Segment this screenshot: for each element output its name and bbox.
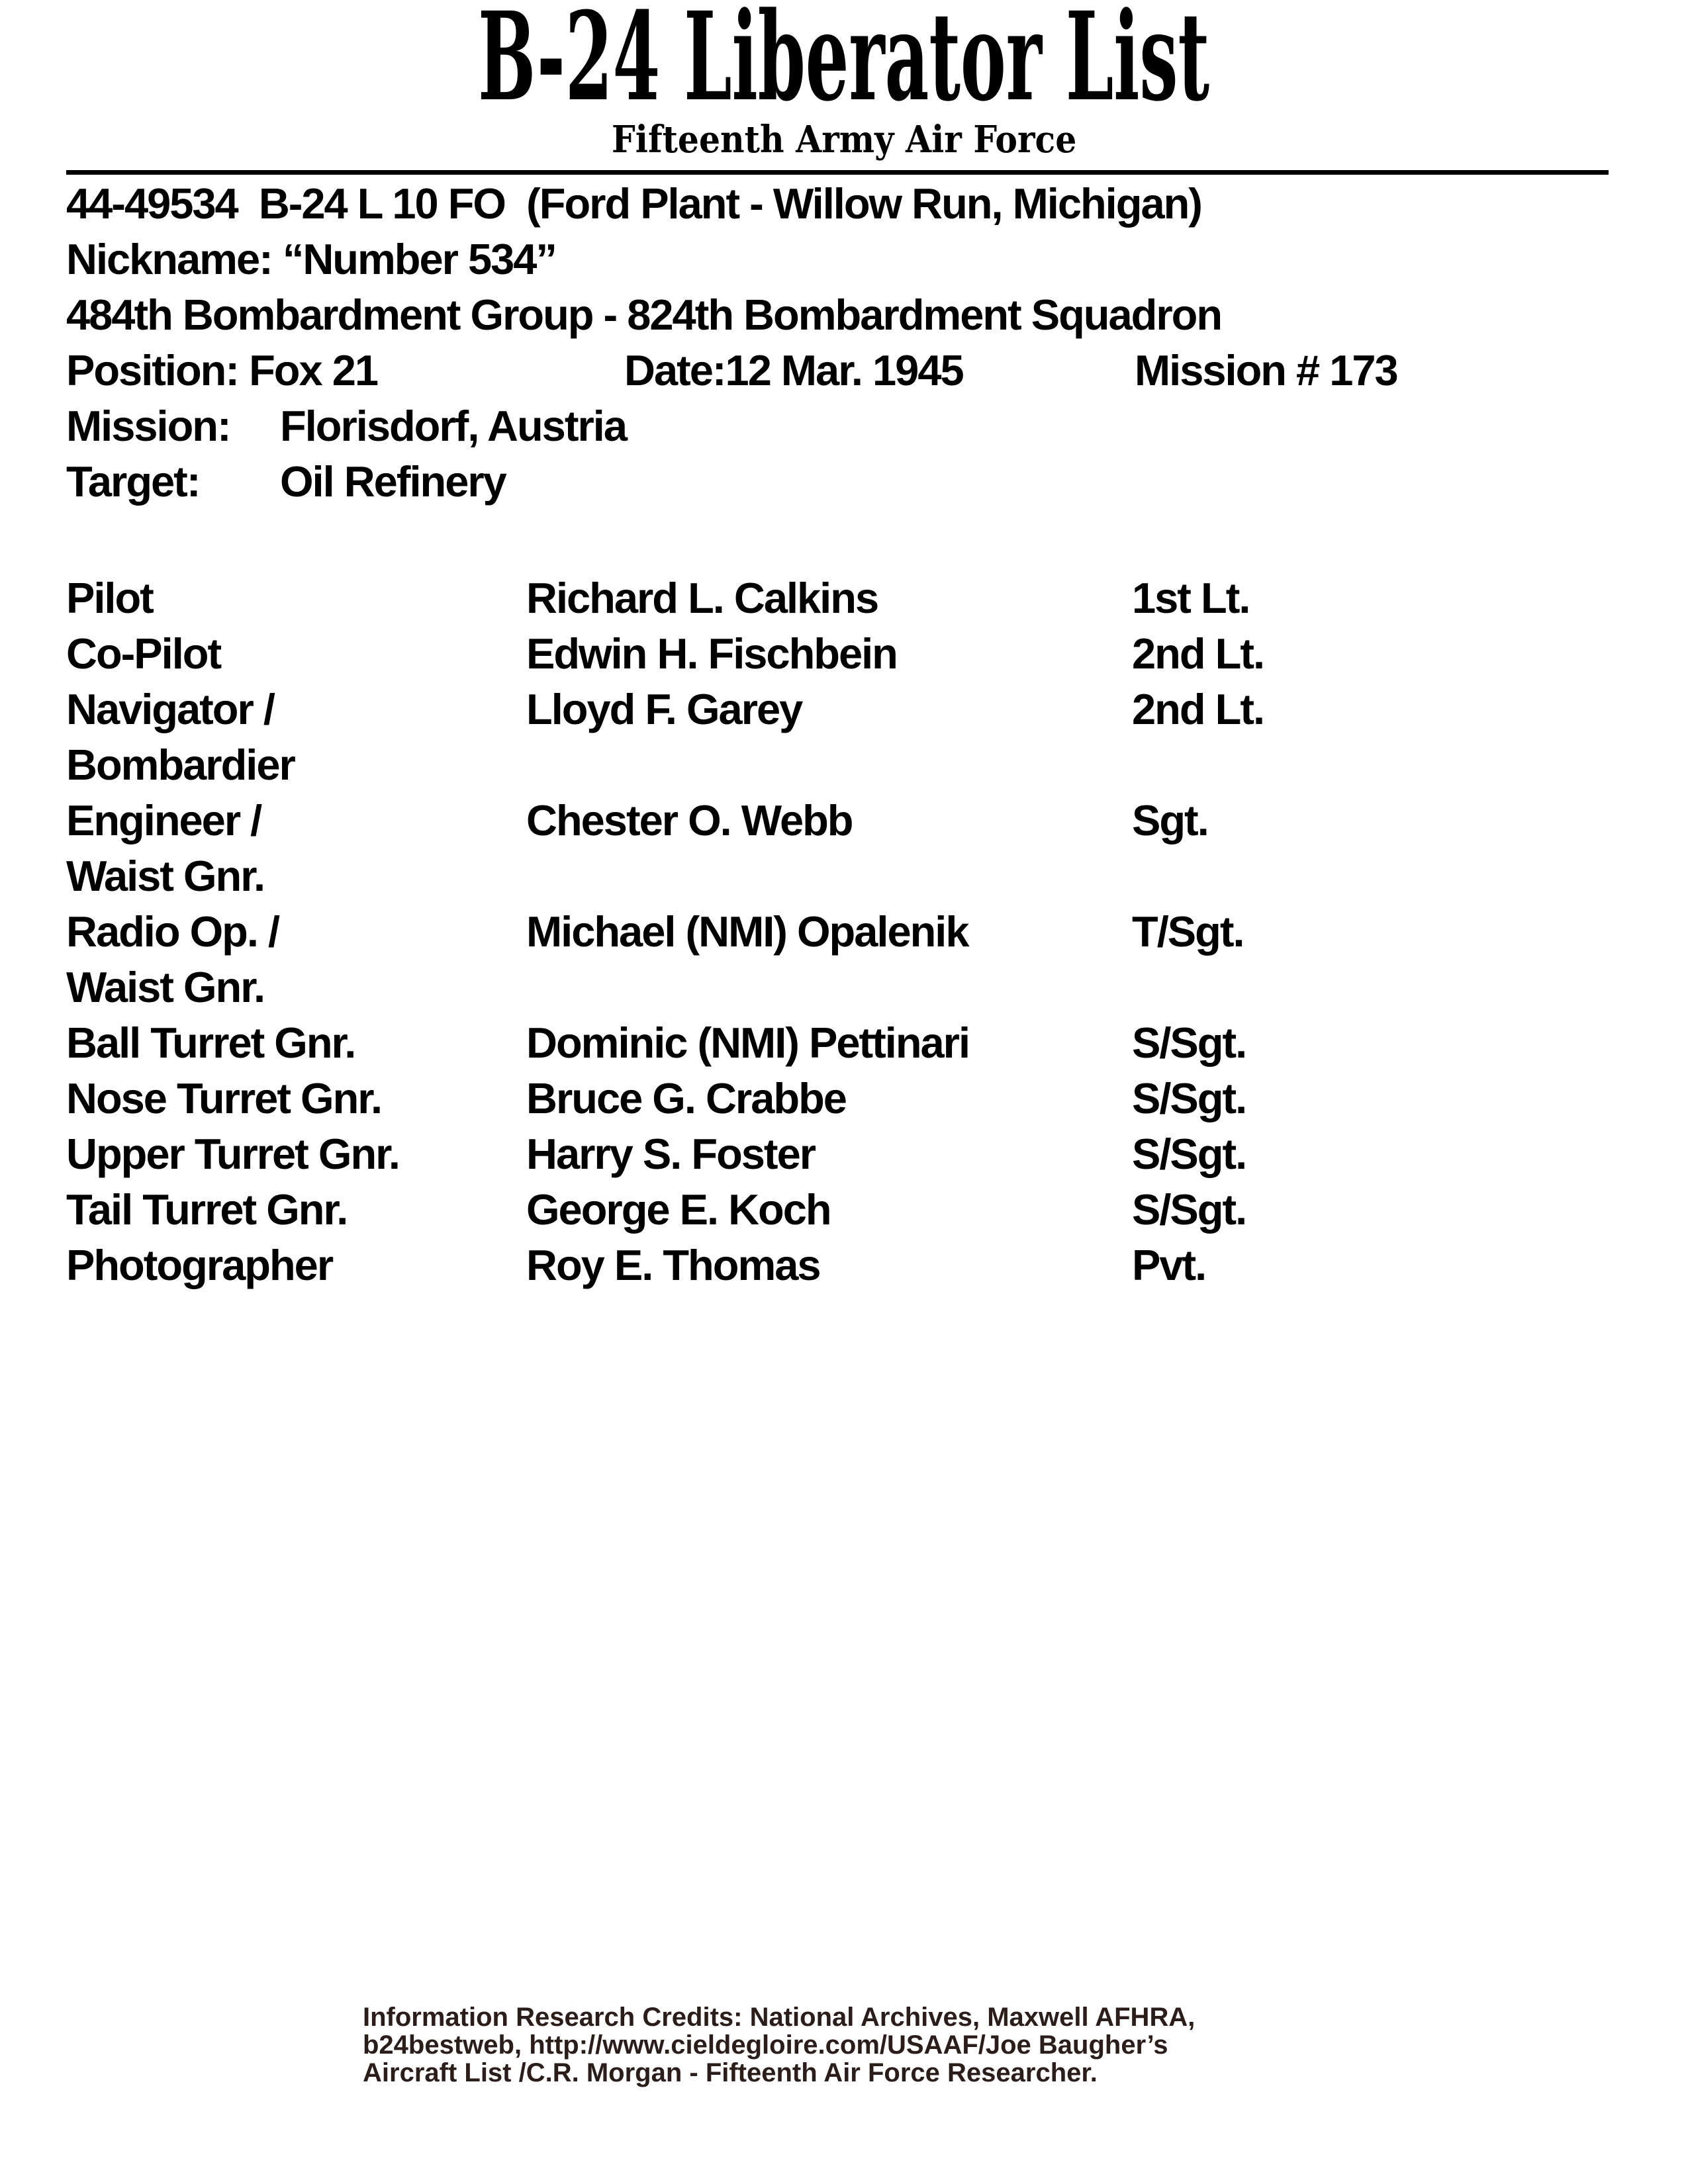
crew-name: Roy E. Thomas [526, 1241, 820, 1289]
crew-name: Richard L. Calkins [526, 574, 878, 622]
mission-value: Florisdorf, Austria [280, 402, 626, 450]
crew-name: George E. Koch [526, 1185, 831, 1234]
nickname-label: Nickname: [66, 235, 272, 283]
date-label: Date: [624, 346, 726, 394]
header-divider [66, 170, 1609, 175]
crew-role-line1: Nose Turret Gnr. [66, 1074, 382, 1122]
crew-role [66, 1071, 526, 1126]
crew-role-line2: Bombardier [66, 741, 295, 789]
table-row [66, 626, 1655, 682]
table-row [66, 1015, 1655, 1071]
crew-rank: T/Sgt. [1132, 907, 1244, 956]
credits-line: b24bestweb, http://www.cieldegloire.com/USAAF/Joe Baugher’s [363, 2030, 1168, 2060]
mission-line [66, 398, 1655, 454]
position-value: Fox 21 [249, 346, 378, 394]
crew-role [66, 626, 526, 682]
crew-rank: S/Sgt. [1132, 1130, 1246, 1178]
crew-rank: 2nd Lt. [1132, 685, 1264, 733]
crew-role-line1: Upper Turret Gnr. [66, 1130, 399, 1178]
table-row [66, 682, 1655, 793]
target-label: Target: [66, 457, 200, 506]
mission-label: Mission: [66, 402, 230, 450]
table-row [66, 1182, 1655, 1238]
crew-role-line1: Tail Turret Gnr. [66, 1185, 348, 1234]
table-row [66, 793, 1655, 904]
page-subtitle [0, 118, 1688, 161]
date-value: 12 Mar. 1945 [725, 346, 963, 394]
position-line [66, 343, 1655, 398]
crew-role-line1: Photographer [66, 1241, 333, 1289]
mission-number: Mission # 173 [1135, 346, 1397, 394]
crew-name: Michael (NMI) Opalenik [526, 907, 968, 956]
crew-name: Lloyd F. Garey [526, 685, 802, 733]
crew-role-line2: Waist Gnr. [66, 963, 265, 1011]
crew-role-line2: Waist Gnr. [66, 852, 265, 900]
aircraft-serial-line: 44-49534 B-24 L 10 FO (Ford Plant - Willow Run, Michigan) [66, 179, 1201, 228]
crew-role-line1: Ball Turret Gnr. [66, 1019, 355, 1067]
crew-rank: 2nd Lt. [1132, 629, 1264, 678]
crew-name: Dominic (NMI) Pettinari [526, 1019, 970, 1067]
target-value: Oil Refinery [280, 457, 506, 506]
page-title [0, 0, 1688, 128]
page-title-text: B-24 Liberator List [478, 0, 1210, 128]
crew-rank: 1st Lt. [1132, 574, 1250, 622]
target-line [66, 454, 1655, 510]
page-subtitle-text: Fifteenth Army Air Force [611, 118, 1077, 161]
crew-role [66, 1182, 526, 1238]
crew-role [66, 682, 526, 793]
crew-role [66, 1015, 526, 1071]
crew-role [66, 1238, 526, 1293]
crew-rank: S/Sgt. [1132, 1019, 1246, 1067]
crew-role-line1: Co-Pilot [66, 629, 221, 678]
crew-rank: S/Sgt. [1132, 1074, 1246, 1122]
nickname-line [66, 232, 1655, 287]
crew-role-line1: Radio Op. / [66, 907, 279, 956]
date-group [624, 343, 963, 398]
table-row [66, 904, 1655, 1015]
unit-line: 484th Bombardment Group - 824th Bombardment Squadron [66, 291, 1222, 339]
table-row [66, 1071, 1655, 1126]
table-row [66, 570, 1655, 626]
crew-table [66, 570, 1655, 1293]
crew-name: Bruce G. Crabbe [526, 1074, 846, 1122]
table-row [66, 1126, 1655, 1182]
aircraft-info [66, 176, 1655, 510]
crew-role [66, 570, 526, 626]
crew-name: Edwin H. Fischbein [526, 629, 897, 678]
credits-block [363, 2003, 1195, 2087]
crew-rank: Pvt. [1132, 1241, 1206, 1289]
position-label: Position: [66, 346, 239, 394]
crew-role [66, 793, 526, 904]
credits-line: Information Research Credits: National Archives, Maxwell AFHRA, [363, 2003, 1196, 2032]
crew-role-line1: Pilot [66, 574, 153, 622]
table-row [66, 1238, 1655, 1293]
nickname-value: “Number 534” [282, 235, 556, 283]
crew-rank: Sgt. [1132, 796, 1208, 844]
credits-line: Aircraft List /C.R. Morgan - Fifteenth Air Force Researcher. [363, 2058, 1098, 2087]
crew-role-line1: Engineer / [66, 796, 261, 844]
crew-rank: S/Sgt. [1132, 1185, 1246, 1234]
crew-role [66, 904, 526, 1015]
crew-role [66, 1126, 526, 1182]
crew-name: Chester O. Webb [526, 796, 853, 844]
crew-role-line1: Navigator / [66, 685, 274, 733]
crew-name: Harry S. Foster [526, 1130, 816, 1178]
